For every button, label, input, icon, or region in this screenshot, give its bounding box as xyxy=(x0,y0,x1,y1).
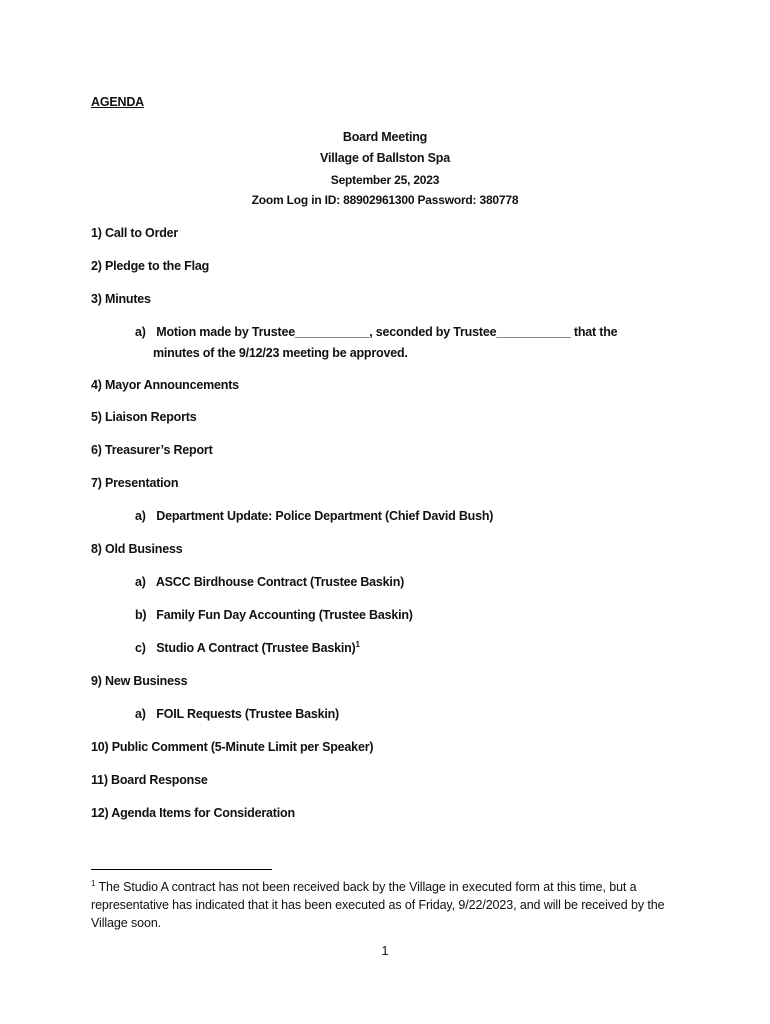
footnote-marker: 1 xyxy=(91,878,96,888)
subitem-text: Motion made by Trustee___________, seconded by Trustee___________ that the xyxy=(156,325,618,339)
footnote xyxy=(91,878,681,932)
subitem-text: ASCC Birdhouse Contract (Trustee Baskin) xyxy=(155,575,405,589)
meeting-date: September 25, 2023 xyxy=(330,173,440,187)
subitem-label: a) xyxy=(135,575,146,589)
agenda-subitem-3a xyxy=(135,325,617,339)
organization-name: Village of Ballston Spa xyxy=(320,151,450,165)
agenda-item-12: 12) Agenda Items for Consideration xyxy=(91,806,295,820)
footnote-reference[interactable]: 1 xyxy=(355,639,360,649)
agenda-subitem-3a-continued: minutes of the 9/12/23 meeting be approved. xyxy=(153,346,408,360)
agenda-item-1: 1) Call to Order xyxy=(91,226,179,240)
subitem-text: FOIL Requests (Trustee Baskin) xyxy=(156,707,339,721)
subitem-text: Studio A Contract (Trustee Baskin) xyxy=(156,641,356,655)
subitem-label: c) xyxy=(135,641,146,655)
agenda-item-9: 9) New Business xyxy=(91,674,188,688)
subitem-label: a) xyxy=(135,707,146,721)
agenda-item-7: 7) Presentation xyxy=(91,476,179,490)
agenda-item-3: 3) Minutes xyxy=(91,292,151,306)
agenda-subitem-7a xyxy=(135,509,493,523)
subitem-label: b) xyxy=(135,608,147,622)
agenda-item-10: 10) Public Comment (5-Minute Limit per Speaker) xyxy=(91,740,374,754)
zoom-info: Zoom Log in ID: 88902961300 Password: 380778 xyxy=(251,193,519,207)
agenda-item-11: 11) Board Response xyxy=(91,773,208,787)
page-number: 1 xyxy=(381,944,389,958)
meeting-title: Board Meeting xyxy=(342,130,428,144)
agenda-item-6: 6) Treasurer’s Report xyxy=(91,443,213,457)
subitem-text: Department Update: Police Department (Chief David Bush) xyxy=(156,509,494,523)
agenda-item-2: 2) Pledge to the Flag xyxy=(91,259,210,273)
agenda-item-5: 5) Liaison Reports xyxy=(91,410,197,424)
footnote-text: The Studio A contract has not been received back by the Village in executed form at this time, but a representative has indicated that it has been executed as of Friday, 9/22/2023, and will be received by the Village soon. xyxy=(91,880,665,930)
agenda-item-4: 4) Mayor Announcements xyxy=(91,378,239,392)
footnote-divider xyxy=(91,869,272,870)
agenda-subitem-8b xyxy=(135,608,413,622)
agenda-heading: AGENDA xyxy=(91,95,144,109)
subitem-label: a) xyxy=(135,509,146,523)
agenda-item-8: 8) Old Business xyxy=(91,542,183,556)
agenda-subitem-9a xyxy=(135,707,339,721)
subitem-label: a) xyxy=(135,325,146,339)
agenda-subitem-8a xyxy=(135,575,404,589)
agenda-subitem-8c xyxy=(135,641,360,655)
subitem-text: Family Fun Day Accounting (Trustee Baskin) xyxy=(156,608,413,622)
